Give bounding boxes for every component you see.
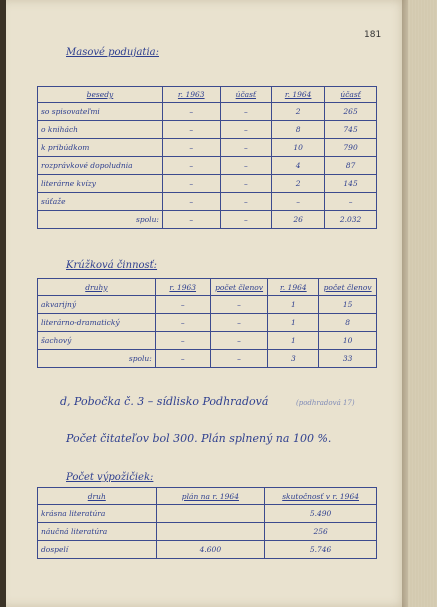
table-cell: –	[162, 157, 220, 175]
table-cell	[156, 505, 265, 523]
column-header: r. 1963	[162, 87, 220, 103]
table-cell: 256	[265, 523, 377, 541]
table-cell: –	[162, 193, 220, 211]
table-row	[38, 193, 377, 211]
table-cell: –	[155, 314, 210, 332]
table-cell: 26	[272, 211, 325, 229]
table-cell: –	[220, 211, 272, 229]
table-cell: 4.600	[156, 541, 265, 559]
table-cell: 2	[272, 103, 325, 121]
section4-heading: Počet výpožičiek:	[66, 472, 154, 483]
table-cell: –	[220, 139, 272, 157]
column-header: r. 1963	[155, 279, 210, 296]
table-cell: –	[210, 350, 268, 368]
table-cell: 8	[319, 314, 377, 332]
table-cell: –	[162, 121, 220, 139]
section2-heading: Krúžková činnosť:	[66, 260, 158, 271]
table-cell: 790	[325, 139, 377, 157]
table-cell: o knihách	[38, 121, 163, 139]
table-cell: –	[155, 350, 210, 368]
table-row	[38, 121, 377, 139]
table-cell: –	[220, 175, 272, 193]
table-cell: –	[220, 103, 272, 121]
table-cell: dospelí	[38, 541, 157, 559]
clubs-table	[37, 278, 377, 368]
table-row	[38, 103, 377, 121]
table-cell: 1	[268, 314, 319, 332]
table-cell: –	[162, 175, 220, 193]
readers-line: Počet čitateľov bol 300. Plán splnený na 100 %.	[66, 432, 332, 445]
table-cell: 265	[325, 103, 377, 121]
table-row	[38, 175, 377, 193]
table-cell: 5.746	[265, 541, 377, 559]
events-table	[37, 86, 377, 229]
table-header-row	[38, 488, 377, 505]
table-row	[38, 505, 377, 523]
table-cell: –	[220, 121, 272, 139]
column-header: r. 1964	[268, 279, 319, 296]
table-cell: 33	[319, 350, 377, 368]
table-row	[38, 332, 377, 350]
table-cell: –	[155, 332, 210, 350]
table-cell: 2	[272, 175, 325, 193]
table-row	[38, 296, 377, 314]
table-cell: –	[162, 103, 220, 121]
table-cell: 5.490	[265, 505, 377, 523]
page-edges	[408, 0, 437, 607]
table-cell: 1	[268, 296, 319, 314]
section1-heading: Masové podujatia:	[66, 47, 159, 58]
column-header: účasť	[220, 87, 272, 103]
table-cell: literárne kvízy	[38, 175, 163, 193]
column-header: účasť	[325, 87, 377, 103]
column-header: skutočnosť v r. 1964	[265, 488, 377, 505]
table-cell: –	[220, 193, 272, 211]
table-cell: 10	[272, 139, 325, 157]
table-cell: –	[210, 296, 268, 314]
table-cell: k pribúdkom	[38, 139, 163, 157]
column-header: plán na r. 1964	[156, 488, 265, 505]
table-cell: 2.032	[325, 211, 377, 229]
table-cell: 1	[268, 332, 319, 350]
table-cell: –	[220, 157, 272, 175]
table-cell: náučná literatúra	[38, 523, 157, 541]
table-cell: 3	[268, 350, 319, 368]
table-cell	[156, 523, 265, 541]
column-header: druh	[38, 488, 157, 505]
table-cell: krásna literatúra	[38, 505, 157, 523]
table-cell: –	[162, 139, 220, 157]
table-cell: 10	[319, 332, 377, 350]
column-header: počet členov	[210, 279, 268, 296]
table-cell: –	[162, 211, 220, 229]
table-cell: 87	[325, 157, 377, 175]
column-header: r. 1964	[272, 87, 325, 103]
table-cell: 4	[272, 157, 325, 175]
table-row	[38, 211, 377, 229]
column-header: druhy	[38, 279, 156, 296]
table-cell: šachový	[38, 332, 156, 350]
table-header-row	[38, 279, 377, 296]
table-cell: 8	[272, 121, 325, 139]
table-cell: 15	[319, 296, 377, 314]
column-header: počet členov	[319, 279, 377, 296]
table-row	[38, 350, 377, 368]
table-cell: –	[210, 332, 268, 350]
branch-heading: d, Pobočka č. 3 – sídlisko Podhradová	[60, 395, 269, 408]
table-header-row	[38, 87, 377, 103]
table-row	[38, 541, 377, 559]
column-header: besedy	[38, 87, 163, 103]
page-number: 181	[364, 30, 382, 40]
table-cell: 745	[325, 121, 377, 139]
table-row	[38, 523, 377, 541]
table-cell: –	[272, 193, 325, 211]
table-cell: rozprávkové dopoludnia	[38, 157, 163, 175]
table-cell: 145	[325, 175, 377, 193]
table-cell: literárno-dramatický	[38, 314, 156, 332]
table-cell: so spisovateľmi	[38, 103, 163, 121]
table-row	[38, 157, 377, 175]
table-row	[38, 314, 377, 332]
loans-table	[37, 487, 377, 559]
table-cell: spolu:	[38, 350, 156, 368]
table-cell: –	[210, 314, 268, 332]
table-cell: súťaže	[38, 193, 163, 211]
table-cell: spolu:	[38, 211, 163, 229]
table-row	[38, 139, 377, 157]
branch-address-note: (podhradová 17)	[296, 399, 355, 407]
table-cell: akvarijný	[38, 296, 156, 314]
table-cell: –	[325, 193, 377, 211]
table-cell: –	[155, 296, 210, 314]
